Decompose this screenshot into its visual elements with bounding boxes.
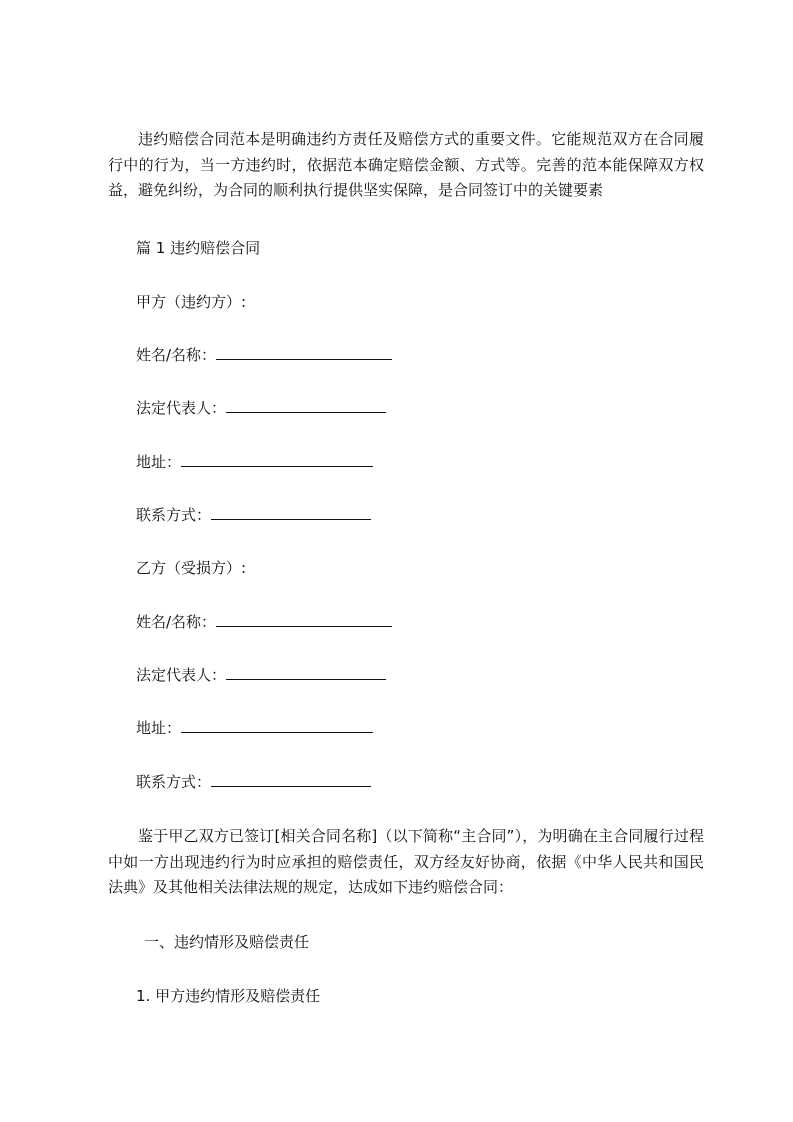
party-b-name-label: 姓名/名称： (136, 613, 217, 631)
party-a-rep-row (136, 397, 386, 419)
party-b-heading: 乙方（受损方）: (136, 559, 247, 577)
party-b-rep-row (136, 664, 386, 686)
party-b-address-label: 地址： (136, 719, 182, 737)
party-a-rep-label: 法定代表人： (136, 399, 227, 417)
party-b-name-field[interactable] (216, 612, 392, 627)
intro-paragraph: 违约赔偿合同范本是明确违约方责任及赔偿方式的重要文件。它能规范双方在合同履行中的行为，当一方违约时，依据范本确定赔偿金额、方式等。完善的范本能保障双方权益，避免纠纷，为合同的顺利执行提供坚实保障，是合同签订中的关键要素 (108, 130, 704, 199)
party-a-contact-label: 联系方式： (136, 506, 212, 524)
party-b-contact-field[interactable] (211, 772, 371, 787)
section-title: 篇 1 违约赔偿合同 (136, 239, 261, 257)
party-b-rep-label: 法定代表人： (136, 666, 227, 684)
party-a-name-label: 姓名/名称： (136, 346, 217, 364)
party-a-address-field[interactable] (181, 452, 373, 467)
party-b-contact-row (136, 771, 371, 793)
clause-1-heading: 1. 甲方违约情形及赔偿责任 (136, 987, 321, 1005)
party-a-rep-field[interactable] (226, 398, 386, 413)
party-b-address-field[interactable] (181, 718, 373, 733)
party-b-name-row (136, 611, 392, 633)
party-a-name-row (136, 344, 392, 366)
party-a-contact-field[interactable] (211, 505, 371, 520)
party-a-contact-row (136, 504, 371, 526)
party-b-contact-label: 联系方式： (136, 773, 212, 791)
party-a-address-label: 地址： (136, 453, 182, 471)
party-a-address-row (136, 451, 373, 473)
preamble-paragraph: 鉴于甲乙双方已签订[相关合同名称]（以下简称“主合同”），为明确在主合同履行过程中如一方出现违约行为时应承担的赔偿责任，双方经友好协商，依据《中华人民共和国民法典》及其他相关法律法规的规定，达成如下违约赔偿合同： (108, 827, 704, 896)
party-a-heading: 甲方（违约方）: (136, 293, 247, 311)
party-a-name-field[interactable] (216, 345, 392, 360)
article-1-heading: 一、违约情形及赔偿责任 (144, 933, 310, 951)
party-b-rep-field[interactable] (226, 665, 386, 680)
party-b-address-row (136, 717, 373, 739)
